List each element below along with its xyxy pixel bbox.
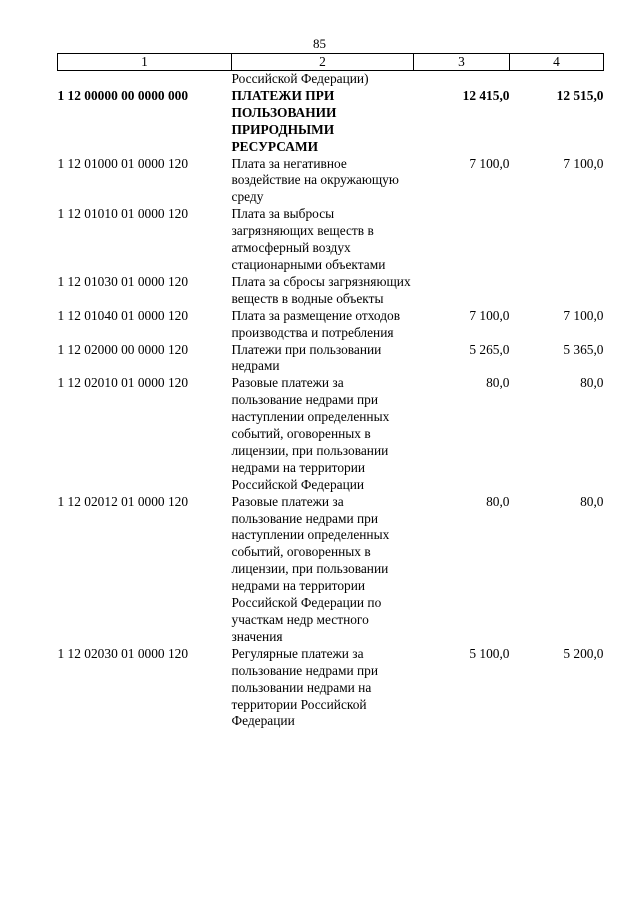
- amount-col3: 12 415,0: [462, 87, 510, 103]
- table-row: [58, 494, 604, 646]
- budget-code: [58, 71, 232, 88]
- amount-col4: 7 100,0: [563, 307, 604, 323]
- item-name: Разовые платежи за пользование недрами при наступлении определенных событий, оговоренных в лицензии, при пользовании недрами на территории Российской Федерации: [231, 375, 390, 492]
- item-name: Плата за размещение отходов производства и потребления: [231, 307, 401, 340]
- amount-col3: 5 265,0: [469, 341, 510, 357]
- amount-col3: [414, 206, 510, 274]
- table-row: [58, 206, 604, 274]
- budget-code: 1 12 01030 01 0000 120: [57, 273, 189, 289]
- item-name: Российской Федерации): [231, 71, 369, 86]
- amount-col3: 80,0: [486, 375, 510, 391]
- item-name: ПЛАТЕЖИ ПРИ ПОЛЬЗОВАНИИ ПРИРОДНЫМИ РЕСУРСАМИ: [231, 87, 337, 154]
- amount-col4: [510, 71, 604, 88]
- table-row: [58, 646, 604, 731]
- column-header-1: 1: [58, 54, 232, 71]
- table-row: [58, 71, 604, 88]
- budget-table: [57, 53, 604, 730]
- amount-col3: [414, 71, 510, 88]
- amount-col4: 5 365,0: [563, 341, 604, 357]
- amount-col4: [510, 206, 604, 274]
- budget-code: 1 12 01010 01 0000 120: [57, 206, 189, 222]
- item-name: Плата за негативное воздействие на окружающую среду: [231, 155, 399, 205]
- amount-col4: [510, 274, 604, 308]
- budget-code: 1 12 02030 01 0000 120: [57, 645, 189, 661]
- column-header-3: 3: [414, 54, 510, 71]
- item-name: Платежи при пользовании недрами: [231, 341, 382, 374]
- table-row: [58, 308, 604, 342]
- amount-col4: 80,0: [580, 493, 604, 509]
- amount-col4: 7 100,0: [563, 155, 604, 171]
- budget-code: 1 12 02010 01 0000 120: [57, 375, 189, 391]
- item-name: Разовые платежи за пользование недрами при наступлении определенных событий, оговоренных в лицензии, при пользовании недрами на территории Российской Федерации по участкам недр местного значения: [231, 493, 390, 644]
- item-name: Плата за сбросы загрязняющих веществ в водные объекты: [231, 273, 411, 306]
- amount-col3: 5 100,0: [469, 645, 510, 661]
- table-row: [58, 375, 604, 493]
- column-header-4: 4: [510, 54, 604, 71]
- budget-code: 1 12 01000 01 0000 120: [57, 155, 189, 171]
- amount-col4: 12 515,0: [556, 87, 604, 103]
- table-row: [58, 156, 604, 207]
- amount-col3: 7 100,0: [469, 307, 510, 323]
- budget-code: 1 12 00000 00 0000 000: [57, 87, 189, 103]
- budget-code: 1 12 02012 01 0000 120: [57, 493, 189, 509]
- budget-code: 1 12 02000 00 0000 120: [57, 341, 189, 357]
- amount-col4: 5 200,0: [563, 645, 604, 661]
- table-row: [58, 274, 604, 308]
- page-number: 85: [313, 36, 326, 51]
- amount-col3: [414, 274, 510, 308]
- budget-code: 1 12 01040 01 0000 120: [57, 307, 189, 323]
- header-row: [58, 54, 604, 71]
- amount-col3: 80,0: [486, 493, 510, 509]
- amount-col3: 7 100,0: [469, 155, 510, 171]
- column-header-2: 2: [232, 54, 414, 71]
- item-name: Плата за выбросы загрязняющих веществ в атмосферный воздух стационарными объектами: [231, 206, 386, 272]
- item-name: Регулярные платежи за пользование недрами при пользовании недрами на территории Российской Федерации: [231, 645, 378, 729]
- table-row: [58, 342, 604, 376]
- amount-col4: 80,0: [580, 375, 604, 391]
- table-row: [58, 88, 604, 156]
